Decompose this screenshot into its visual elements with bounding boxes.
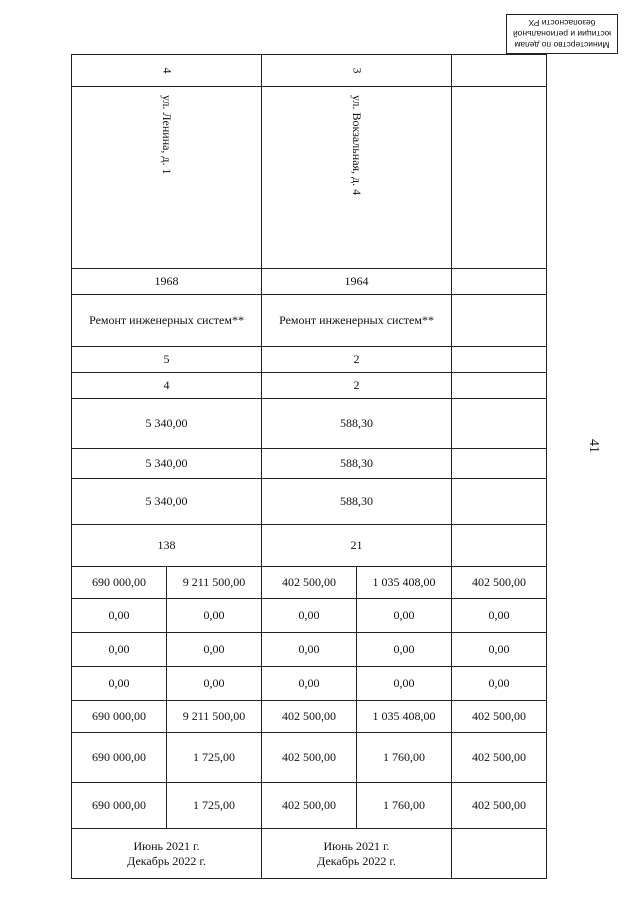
table-row <box>72 399 547 449</box>
cell-empty <box>452 399 547 449</box>
stamp-line: Министерство по делам <box>514 40 610 50</box>
table-row <box>72 55 547 87</box>
cost-cell: 402 500,00 <box>452 783 547 829</box>
cost-cell: 402 500,00 <box>262 567 357 599</box>
cell-work-type-a: Ремонт инженерных систем** <box>72 295 262 347</box>
cell-area-total-a: 5 340,00 <box>72 399 262 449</box>
cost-cell: 690 000,00 <box>72 567 167 599</box>
cost-cell: 402 500,00 <box>452 733 547 783</box>
cost-cell: 1 725,00 <box>167 733 262 783</box>
cell-work-type-b: Ремонт инженерных систем** <box>262 295 452 347</box>
table-row <box>72 599 547 633</box>
cell-entrances-a: 4 <box>72 373 262 399</box>
table-row <box>72 733 547 783</box>
cell-empty <box>452 87 547 269</box>
cost-cell: 402 500,00 <box>452 701 547 733</box>
cell-area-living-a: 5 340,00 <box>72 449 262 479</box>
cell-floors-a: 5 <box>72 347 262 373</box>
cost-cell: 0,00 <box>167 599 262 633</box>
cost-cell: 690 000,00 <box>72 733 167 783</box>
cell-address-b: ул. Вокзальная, д. 4 <box>262 87 452 269</box>
cell-empty <box>452 479 547 525</box>
period-start: Июнь 2021 г. <box>323 838 390 853</box>
cost-cell: 1 760,00 <box>357 733 452 783</box>
table-row <box>72 347 547 373</box>
cell-empty <box>452 829 547 879</box>
cell-empty <box>452 525 547 567</box>
cell-empty <box>452 295 547 347</box>
ministry-stamp <box>506 14 618 54</box>
cost-cell: 9 211 500,00 <box>167 567 262 599</box>
table-row <box>72 87 547 269</box>
cost-cell: 0,00 <box>72 667 167 701</box>
cost-cell: 0,00 <box>72 633 167 667</box>
cost-cell: 402 500,00 <box>262 733 357 783</box>
cost-cell: 690 000,00 <box>72 701 167 733</box>
period-start: Июнь 2021 г. <box>133 838 200 853</box>
table-row <box>72 567 547 599</box>
cost-cell: 0,00 <box>452 667 547 701</box>
table-row <box>72 295 547 347</box>
cost-cell: 1 760,00 <box>357 783 452 829</box>
cell-empty <box>452 55 547 87</box>
cost-cell: 1 035 408,00 <box>357 567 452 599</box>
cost-cell: 1 725,00 <box>167 783 262 829</box>
cost-cell: 402 500,00 <box>262 783 357 829</box>
period-end: Декабрь 2022 г. <box>127 853 206 868</box>
cost-cell: 0,00 <box>262 667 357 701</box>
cost-cell: 0,00 <box>357 667 452 701</box>
cell-period-b <box>262 829 452 879</box>
cell-area-living-b: 588,30 <box>262 449 452 479</box>
cell-period-a <box>72 829 262 879</box>
cell-area-apartments-a: 5 340,00 <box>72 479 262 525</box>
table-row <box>72 449 547 479</box>
table-row <box>72 829 547 879</box>
cost-cell: 0,00 <box>357 599 452 633</box>
cell-empty <box>452 373 547 399</box>
cell-empty <box>452 269 547 295</box>
cost-cell: 9 211 500,00 <box>167 701 262 733</box>
cost-cell: 0,00 <box>452 633 547 667</box>
table-row <box>72 525 547 567</box>
table-row <box>72 667 547 701</box>
stamp-line: безопасности РХ <box>528 18 596 28</box>
cost-cell: 0,00 <box>452 599 547 633</box>
period-end: Декабрь 2022 г. <box>317 853 396 868</box>
cell-entrances-b: 2 <box>262 373 452 399</box>
table-row <box>72 479 547 525</box>
cell-year-b: 1964 <box>262 269 452 295</box>
cost-cell: 0,00 <box>262 599 357 633</box>
cell-area-apartments-b: 588,30 <box>262 479 452 525</box>
cost-cell: 0,00 <box>357 633 452 667</box>
table-row <box>72 269 547 295</box>
table-row <box>72 633 547 667</box>
cell-empty <box>452 347 547 373</box>
cost-cell: 0,00 <box>72 599 167 633</box>
cost-cell: 402 500,00 <box>262 701 357 733</box>
cell-year-a: 1968 <box>72 269 262 295</box>
cost-cell: 0,00 <box>167 633 262 667</box>
cell-residents-b: 21 <box>262 525 452 567</box>
cell-number-b: 3 <box>262 55 452 87</box>
cell-residents-a: 138 <box>72 525 262 567</box>
page-number: 41 <box>586 439 601 453</box>
cell-empty <box>452 449 547 479</box>
cost-cell: 690 000,00 <box>72 783 167 829</box>
table-row <box>72 373 547 399</box>
cost-cell: 0,00 <box>167 667 262 701</box>
table-row <box>72 701 547 733</box>
cell-area-total-b: 588,30 <box>262 399 452 449</box>
register-table <box>71 54 547 879</box>
cell-address-a: ул. Ленина, д. 1 <box>72 87 262 269</box>
cost-cell: 402 500,00 <box>452 567 547 599</box>
cell-number-a: 4 <box>72 55 262 87</box>
cell-floors-b: 2 <box>262 347 452 373</box>
cost-cell: 1 035 408,00 <box>357 701 452 733</box>
cost-cell: 0,00 <box>262 633 357 667</box>
stamp-line: юстиции и региональной <box>512 29 612 39</box>
table-row <box>72 783 547 829</box>
